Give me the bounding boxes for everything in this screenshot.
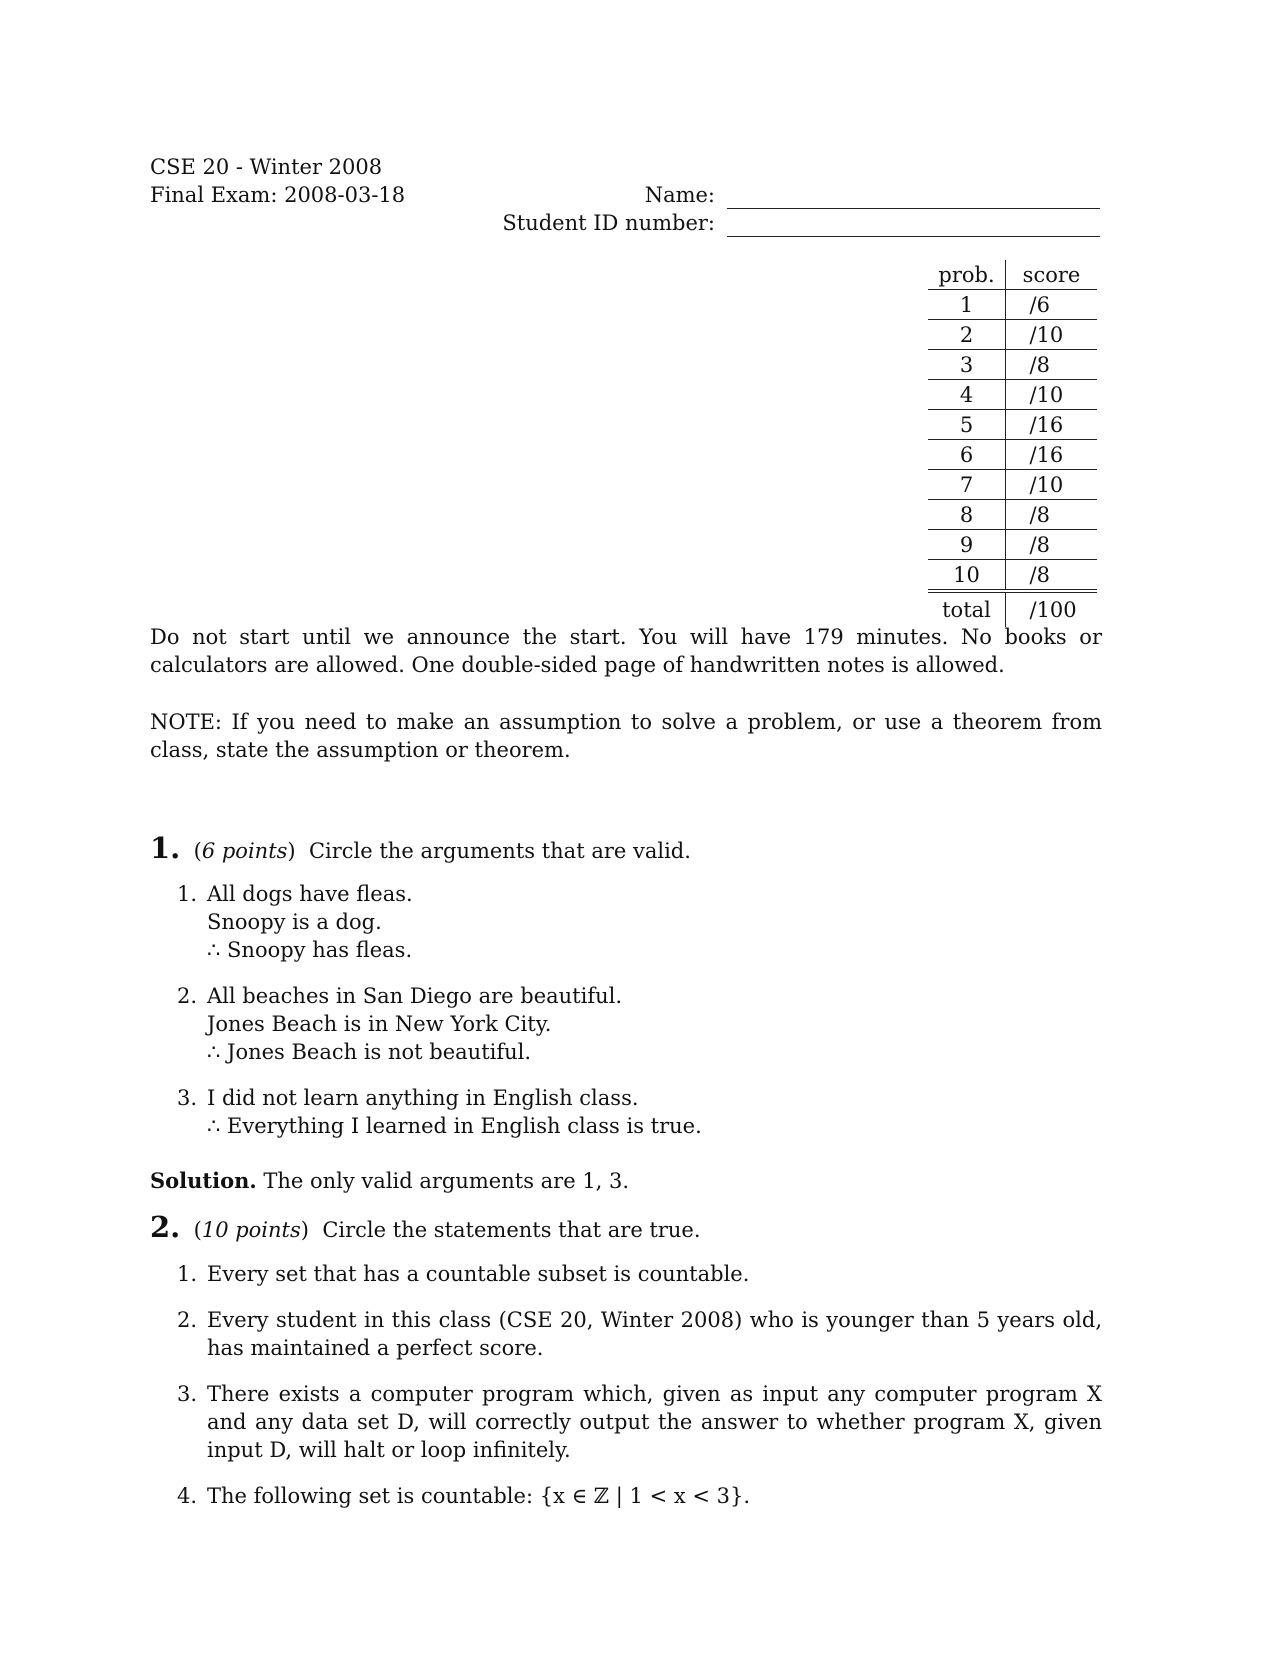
exam-header	[150, 153, 405, 209]
table-row	[928, 470, 1097, 500]
score-value: /8	[1029, 562, 1050, 587]
prob-cell: 9	[928, 530, 1006, 560]
score-value: /10	[1029, 322, 1064, 347]
item-number: 1.	[177, 1262, 198, 1286]
exam-date: Final Exam: 2008-03-18	[150, 183, 406, 207]
item-number: 2.	[177, 1308, 198, 1332]
table-row	[928, 350, 1097, 380]
student-id-field[interactable]	[727, 216, 1100, 237]
table-row	[928, 320, 1097, 350]
prob-cell: 7	[928, 470, 1006, 500]
instructions: Do not start until we announce the start. You will have 179 minutes. No books or calculators are allowed. One double-sided page of handwritten notes is allowed.	[150, 625, 1102, 677]
prob-cell: 1	[928, 290, 1006, 320]
problem-1-heading: 1. (6 points) Circle the arguments that are valid.	[150, 831, 691, 865]
total-score: /100	[1029, 598, 1077, 622]
solution-label: Solution.	[150, 1168, 257, 1193]
score-cell[interactable]	[1006, 470, 1098, 500]
prob-cell: 3	[928, 350, 1006, 380]
name-label: Name:	[644, 183, 715, 207]
table-row	[928, 410, 1097, 440]
score-cell[interactable]	[1006, 290, 1098, 320]
score-cell[interactable]	[1006, 410, 1098, 440]
total-label: total	[928, 591, 1006, 627]
item-number: 3.	[177, 1086, 198, 1110]
table-row	[928, 530, 1097, 560]
premise: Jones Beach is in New York City.	[207, 1012, 552, 1036]
problem-number: 1.	[150, 831, 181, 865]
problem-1-items	[177, 880, 1102, 1140]
problem-2-items	[177, 1260, 1102, 1510]
list-item	[177, 880, 1102, 964]
prob-cell: 4	[928, 380, 1006, 410]
total-score-cell[interactable]	[1006, 591, 1098, 627]
name-field[interactable]	[727, 188, 1100, 209]
solution-text: The only valid arguments are 1, 3.	[263, 1169, 630, 1193]
item-number: 1.	[177, 882, 198, 906]
statement: There exists a computer program which, given as input any computer program X and any data set D, will correctly output the answer to whether program X, given input D, will halt or loop infinitely.	[207, 1382, 1102, 1462]
list-item	[177, 1482, 1102, 1510]
student-id-row	[490, 209, 1100, 237]
table-row	[928, 500, 1097, 530]
problem-2-heading: 2. (10 points) Circle the statements that are true.	[150, 1210, 701, 1244]
col-score: score	[1006, 260, 1098, 290]
col-prob: prob.	[928, 260, 1006, 290]
conclusion: ∴ Snoopy has fleas.	[207, 938, 413, 962]
prob-cell: 5	[928, 410, 1006, 440]
problem-points: 10 points	[201, 1218, 301, 1242]
premise: All dogs have fleas.	[207, 882, 413, 906]
score-cell[interactable]	[1006, 500, 1098, 530]
table-row	[928, 560, 1097, 592]
list-item	[177, 1084, 1102, 1140]
score-cell[interactable]	[1006, 380, 1098, 410]
problem-prompt: Circle the statements that are true.	[322, 1218, 701, 1242]
list-item	[177, 1306, 1102, 1362]
problem-1-solution	[150, 1167, 629, 1195]
table-row	[928, 440, 1097, 470]
problem-points: 6 points	[201, 839, 288, 863]
conclusion: ∴ Jones Beach is not beautiful.	[207, 1040, 532, 1064]
prob-cell: 2	[928, 320, 1006, 350]
score-table-header	[928, 260, 1097, 290]
statement: Every set that has a countable subset is countable.	[207, 1262, 750, 1286]
score-value: /8	[1029, 352, 1050, 377]
prob-cell: 10	[928, 560, 1006, 592]
statement: Every student in this class (CSE 20, Winter 2008) who is younger than 5 years old, has maintained a perfect score.	[207, 1308, 1102, 1360]
table-row	[928, 380, 1097, 410]
list-item	[177, 982, 1102, 1066]
score-value: /10	[1029, 382, 1064, 407]
score-value: /16	[1029, 412, 1064, 437]
list-item	[177, 1260, 1102, 1288]
premise: Snoopy is a dog.	[207, 910, 382, 934]
item-number: 2.	[177, 984, 198, 1008]
conclusion: ∴ Everything I learned in English class is true.	[207, 1114, 702, 1138]
premise: All beaches in San Diego are beautiful.	[207, 984, 623, 1008]
prob-cell: 6	[928, 440, 1006, 470]
problem-number: 2.	[150, 1210, 181, 1244]
premise: I did not learn anything in English class.	[207, 1086, 639, 1110]
score-value: /8	[1029, 532, 1050, 557]
score-cell[interactable]	[1006, 320, 1098, 350]
student-fields	[490, 181, 1100, 237]
total-row	[928, 591, 1097, 627]
score-cell[interactable]	[1006, 560, 1098, 592]
score-table	[928, 260, 1097, 627]
statement: The following set is countable: {x ∈ ℤ | 1 < x < 3}.	[207, 1484, 751, 1508]
score-value: /10	[1029, 472, 1064, 497]
score-cell[interactable]	[1006, 530, 1098, 560]
note: NOTE: If you need to make an assumption to solve a problem, or use a theorem from class, state the assumption or theorem.	[150, 710, 1102, 762]
course-title: CSE 20 - Winter 2008	[150, 155, 383, 179]
score-cell[interactable]	[1006, 440, 1098, 470]
item-number: 4.	[177, 1484, 198, 1508]
prob-cell: 8	[928, 500, 1006, 530]
name-row	[490, 181, 1100, 209]
student-id-label: Student ID number:	[502, 211, 715, 235]
score-value: /16	[1029, 442, 1064, 467]
list-item	[177, 1380, 1102, 1464]
score-value: /8	[1029, 502, 1050, 527]
score-value: /6	[1029, 292, 1050, 317]
problem-prompt: Circle the arguments that are valid.	[308, 839, 691, 863]
table-row	[928, 290, 1097, 320]
item-number: 3.	[177, 1382, 198, 1406]
score-cell[interactable]	[1006, 350, 1098, 380]
